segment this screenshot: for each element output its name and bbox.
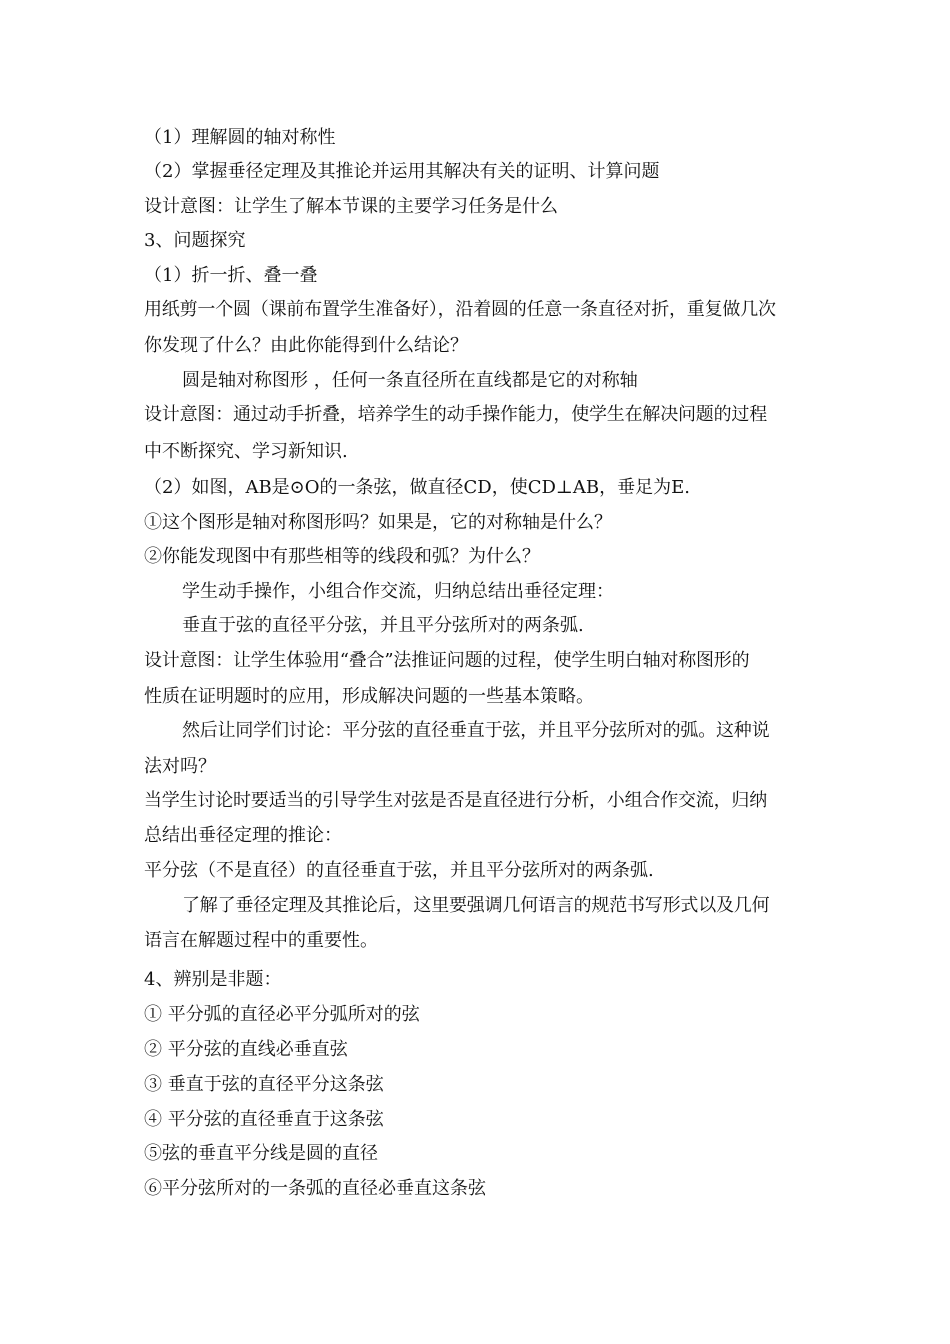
activity-1-text-2: 你发现了什么？由此你能得到什么结论？ bbox=[144, 335, 468, 356]
judgment-item-5: ⑤弦的垂直平分线是圆的直径 bbox=[144, 1143, 378, 1164]
section-heading-3: 3、问题探究 bbox=[144, 230, 246, 251]
activity-1-text-1: 用纸剪一个圆（课前布置学生准备好），沿着圆的任意一条直径对折，重复做几次 bbox=[144, 299, 776, 320]
guidance-1a: 当学生讨论时要适当的引导学生对弦是否是直径进行分析，小组合作交流，归纳 bbox=[144, 790, 767, 811]
design-intent-2b: 中不断探究、学习新知识. bbox=[144, 441, 348, 462]
discussion-1b: 法对吗？ bbox=[144, 756, 216, 777]
guidance-1b: 总结出垂径定理的推论： bbox=[144, 825, 342, 846]
emphasis-1a: 了解了垂径定理及其推论后，这里要强调几何语言的规范书写形式以及几何 bbox=[182, 895, 770, 916]
question-1: ①这个图形是轴对称图形吗？如果是，它的对称轴是什么？ bbox=[144, 512, 612, 533]
theorem-statement: 垂直于弦的直径平分弦，并且平分弦所对的两条弧. bbox=[182, 615, 584, 636]
discussion-1a: 然后让同学们讨论：平分弦的直径垂直于弦，并且平分弦所对的弧。这种说 bbox=[182, 720, 770, 741]
section-heading-4: 4、辨别是非题： bbox=[144, 969, 282, 990]
judgment-item-3: ③ 垂直于弦的直径平分这条弦 bbox=[144, 1074, 384, 1095]
design-intent-2a: 设计意图：通过动手折叠，培养学生的动手操作能力，使学生在解决问题的过程 bbox=[144, 404, 767, 425]
activity-2-heading: （2）如图，AB是⊙O的一条弦，做直径CD，使CD⊥AB，垂足为E. bbox=[144, 477, 690, 498]
judgment-item-4: ④ 平分弦的直径垂直于这条弦 bbox=[144, 1109, 384, 1130]
judgment-item-2: ② 平分弦的直线必垂直弦 bbox=[144, 1039, 348, 1060]
design-intent-3a: 设计意图：让学生体验用“叠合”法推证问题的过程，使学生明白轴对称图形的 bbox=[144, 650, 750, 671]
judgment-item-6: ⑥平分弦所对的一条弧的直径必垂直这条弦 bbox=[144, 1178, 486, 1199]
judgment-item-1: ① 平分弧的直径必平分弧所对的弦 bbox=[144, 1004, 420, 1025]
student-activity: 学生动手操作，小组合作交流，归纳总结出垂径定理： bbox=[182, 581, 614, 602]
activity-1-heading: （1）折一折、叠一叠 bbox=[144, 265, 318, 286]
objective-1: （1）理解圆的轴对称性 bbox=[144, 127, 336, 148]
design-intent-1: 设计意图：让学生了解本节课的主要学习任务是什么 bbox=[144, 196, 558, 217]
objective-2: （2）掌握垂径定理及其推论并运用其解决有关的证明、计算问题 bbox=[144, 161, 660, 182]
emphasis-1b: 语言在解题过程中的重要性。 bbox=[144, 930, 378, 951]
design-intent-3b: 性质在证明题时的应用，形成解决问题的一些基本策略。 bbox=[144, 686, 594, 707]
corollary-statement: 平分弦（不是直径）的直径垂直于弦，并且平分弦所对的两条弧. bbox=[144, 860, 654, 881]
conclusion-symmetry: 圆是轴对称图形 ，任何一条直径所在直线都是它的对称轴 bbox=[182, 370, 638, 391]
question-2: ②你能发现图中有那些相等的线段和弧？为什么？ bbox=[144, 546, 540, 567]
